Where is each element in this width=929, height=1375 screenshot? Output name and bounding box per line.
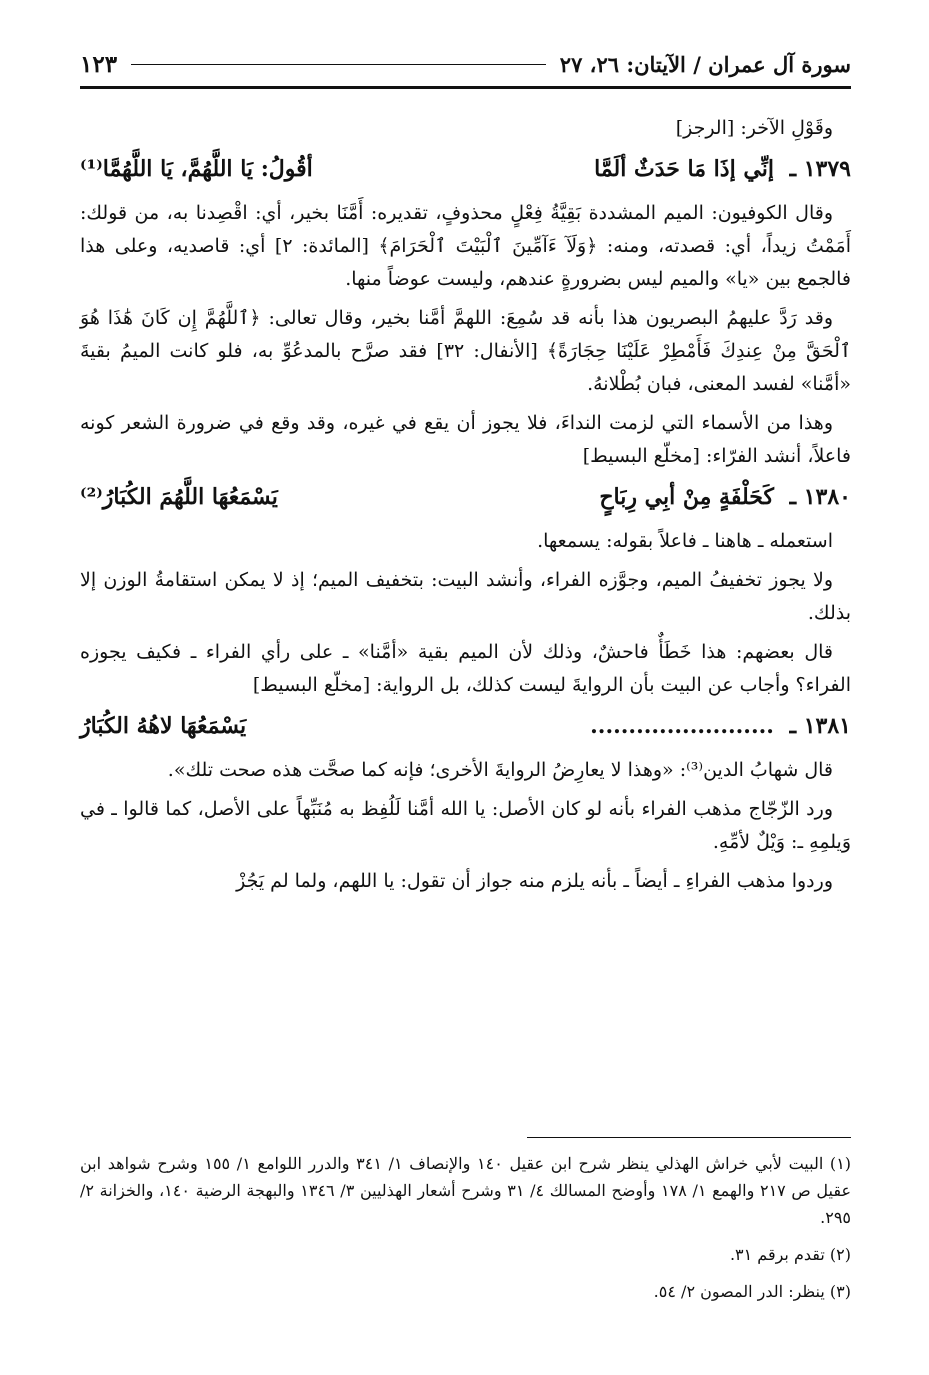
verse-number: ١٣٨٠ ـ bbox=[789, 484, 851, 510]
verse-1380 bbox=[80, 479, 851, 515]
main-text bbox=[80, 112, 851, 904]
paragraph-khata: قال بعضهم: هذا خَطَأٌ فاحشٌ، وذلك لأن الميم بقية «أمَّنا» ـ على رأي الفراء ـ فكيف يجوزه الفراء؟ وأجاب عن البيت بأن الروايةَ ليست كذلك، بل الرواية: [مخلّع البسيط] bbox=[80, 641, 851, 696]
page-number: ١٢٣ bbox=[80, 50, 118, 78]
verse-first-hemistich: كَحَلْفَةٍ مِنْ أبِي رِبَاحٍ bbox=[599, 484, 774, 510]
paragraph-takhfif: ولا يجوز تخفيفُ الميم، وجوَّزه الفراء، وأنشد البيت: بتخفيف الميم؛ إذ لا يمكن استقامةُ الوزن إلا بذلك. bbox=[80, 569, 851, 624]
verse-first-hemistich: ........................ bbox=[590, 713, 774, 739]
page-header bbox=[80, 44, 851, 84]
paragraph-raddu: وردوا مذهب الفراءِ ـ أيضاً ـ بأنه يلزم منه جواز أن تقول: يا اللهم، ولما لم يَجُزْ bbox=[236, 870, 833, 892]
paragraph-istimal: استعمله ـ هاهنا ـ فاعلاً بقوله: يسمعها. bbox=[537, 530, 833, 552]
verse-number: ١٣٧٩ ـ bbox=[789, 156, 851, 182]
verse-1379 bbox=[80, 151, 851, 187]
paragraph-zajjaj: ورد الزّجّاج مذهب الفراء بأنه لو كان الأصل: يا الله أمَّنا لَلُفِظ به مُنَبِّهاً على الأصل، كما قالوا ـ في وَيلمِهِ ـ: وَيْلٌ لأمِّهِ. bbox=[80, 798, 851, 853]
paragraph-intro: وقَوْلِ الآخر: [الرجز] bbox=[675, 117, 833, 139]
header-rule bbox=[80, 86, 851, 89]
footnote-2: (٢) تقدم برقم ٣١. bbox=[729, 1245, 851, 1264]
paragraph-kufiyyun: وقال الكوفيون: الميم المشددة بَقِيَّةُ فِعْلٍ محذوفٍ، تقديره: أَمَّنَا بخير، أي: اقْصِدنا به، من قولك: أَمَمْتُ زيداً، أي: قصدته، ومنه: ﴿وَلَآ ءَآمِّينَ ٱلْبَيْتَ ٱلْحَرَامَ﴾ [المائدة: ٢] أي: قاصديه، وعلى هذا فالجمع بين «يا» والميم ليس بضرورةٍ عندهم، وليست عوضاً منها. bbox=[80, 202, 851, 290]
verse-number: ١٣٨١ ـ bbox=[789, 713, 851, 739]
paragraph-shihab: قال شهابُ الدين⁽³⁾: «وهذا لا يعارِضُ الروايةَ الأخرى؛ فإنه كما صحَّت هذه صحت تلك». bbox=[167, 759, 833, 781]
verse-second-hemistich: يَسْمَعُهَا اللَّهُمَ الكُبَارُ⁽²⁾ bbox=[80, 484, 278, 510]
verse-second-hemistich: يَسْمَعُهَا لاهُهُ الكُبَارُ bbox=[80, 713, 247, 739]
footnote-rule bbox=[527, 1137, 851, 1138]
footnote-1: (١) البيت لأبي خراش الهذلي ينظر شرح ابن عقيل ١٤٠ والإنصاف ١/ ٣٤١ والدرر اللوامع ١/ ١٥٥ وشرح شواهد ابن عقيل ص ٢١٧ والهمع ١/ ١٧٨ وأوضح المسالك ٤/ ٣١ وشرح أشعار الهذليين ٣/ ١٣٤٦ والبهجة الرضية ١٤٠، والخزانة ٢/ ٢٩٥. bbox=[80, 1154, 852, 1227]
verse-1381 bbox=[80, 708, 851, 744]
verse-second-hemistich: أقُولُ: يَا اللَّهُمَّ، يَا اللَّهُمَّا⁽¹⁾ bbox=[80, 156, 313, 182]
paragraph-basriyyun: وقد رَدَّ عليهمُ البصريون هذا بأنه قد سُمِعَ: اللهمَّ أمَّنا بخير، وقال تعالى: ﴿ٱللَّهُمَّ إِن كَانَ هَٰذَا هُوَ ٱلْحَقَّ مِنْ عِندِكَ فَأَمْطِرْ عَلَيْنَا حِجَارَةً﴾ [الأنفال: ٣٢] فقد صرَّح بالمدعُوِّ به، فلو كانت الميمُ بقيةَ «أمَّنا» لفسد المعنى، فبان بُطْلانهُ. bbox=[80, 307, 852, 395]
footnotes bbox=[80, 1150, 851, 1315]
verse-first-hemistich: إنِّي إذَا مَا حَدَثٌ ألَمَّا bbox=[594, 156, 774, 182]
paragraph-nida: وهذا من الأسماء التي لزمت النداءَ، فلا يجوز أن يقع في غيره، وقد وقع في ضرورة الشعر كونه فاعلاً، أنشد الفرّاء: [مخلّع البسيط] bbox=[80, 412, 851, 467]
footnote-3: (٣) ينظر: الدر المصون ٢/ ٥٤. bbox=[653, 1282, 851, 1301]
header-line bbox=[131, 64, 546, 65]
running-title: سورة آل عمران / الآيتان: ٢٦، ٢٧ bbox=[559, 51, 851, 77]
